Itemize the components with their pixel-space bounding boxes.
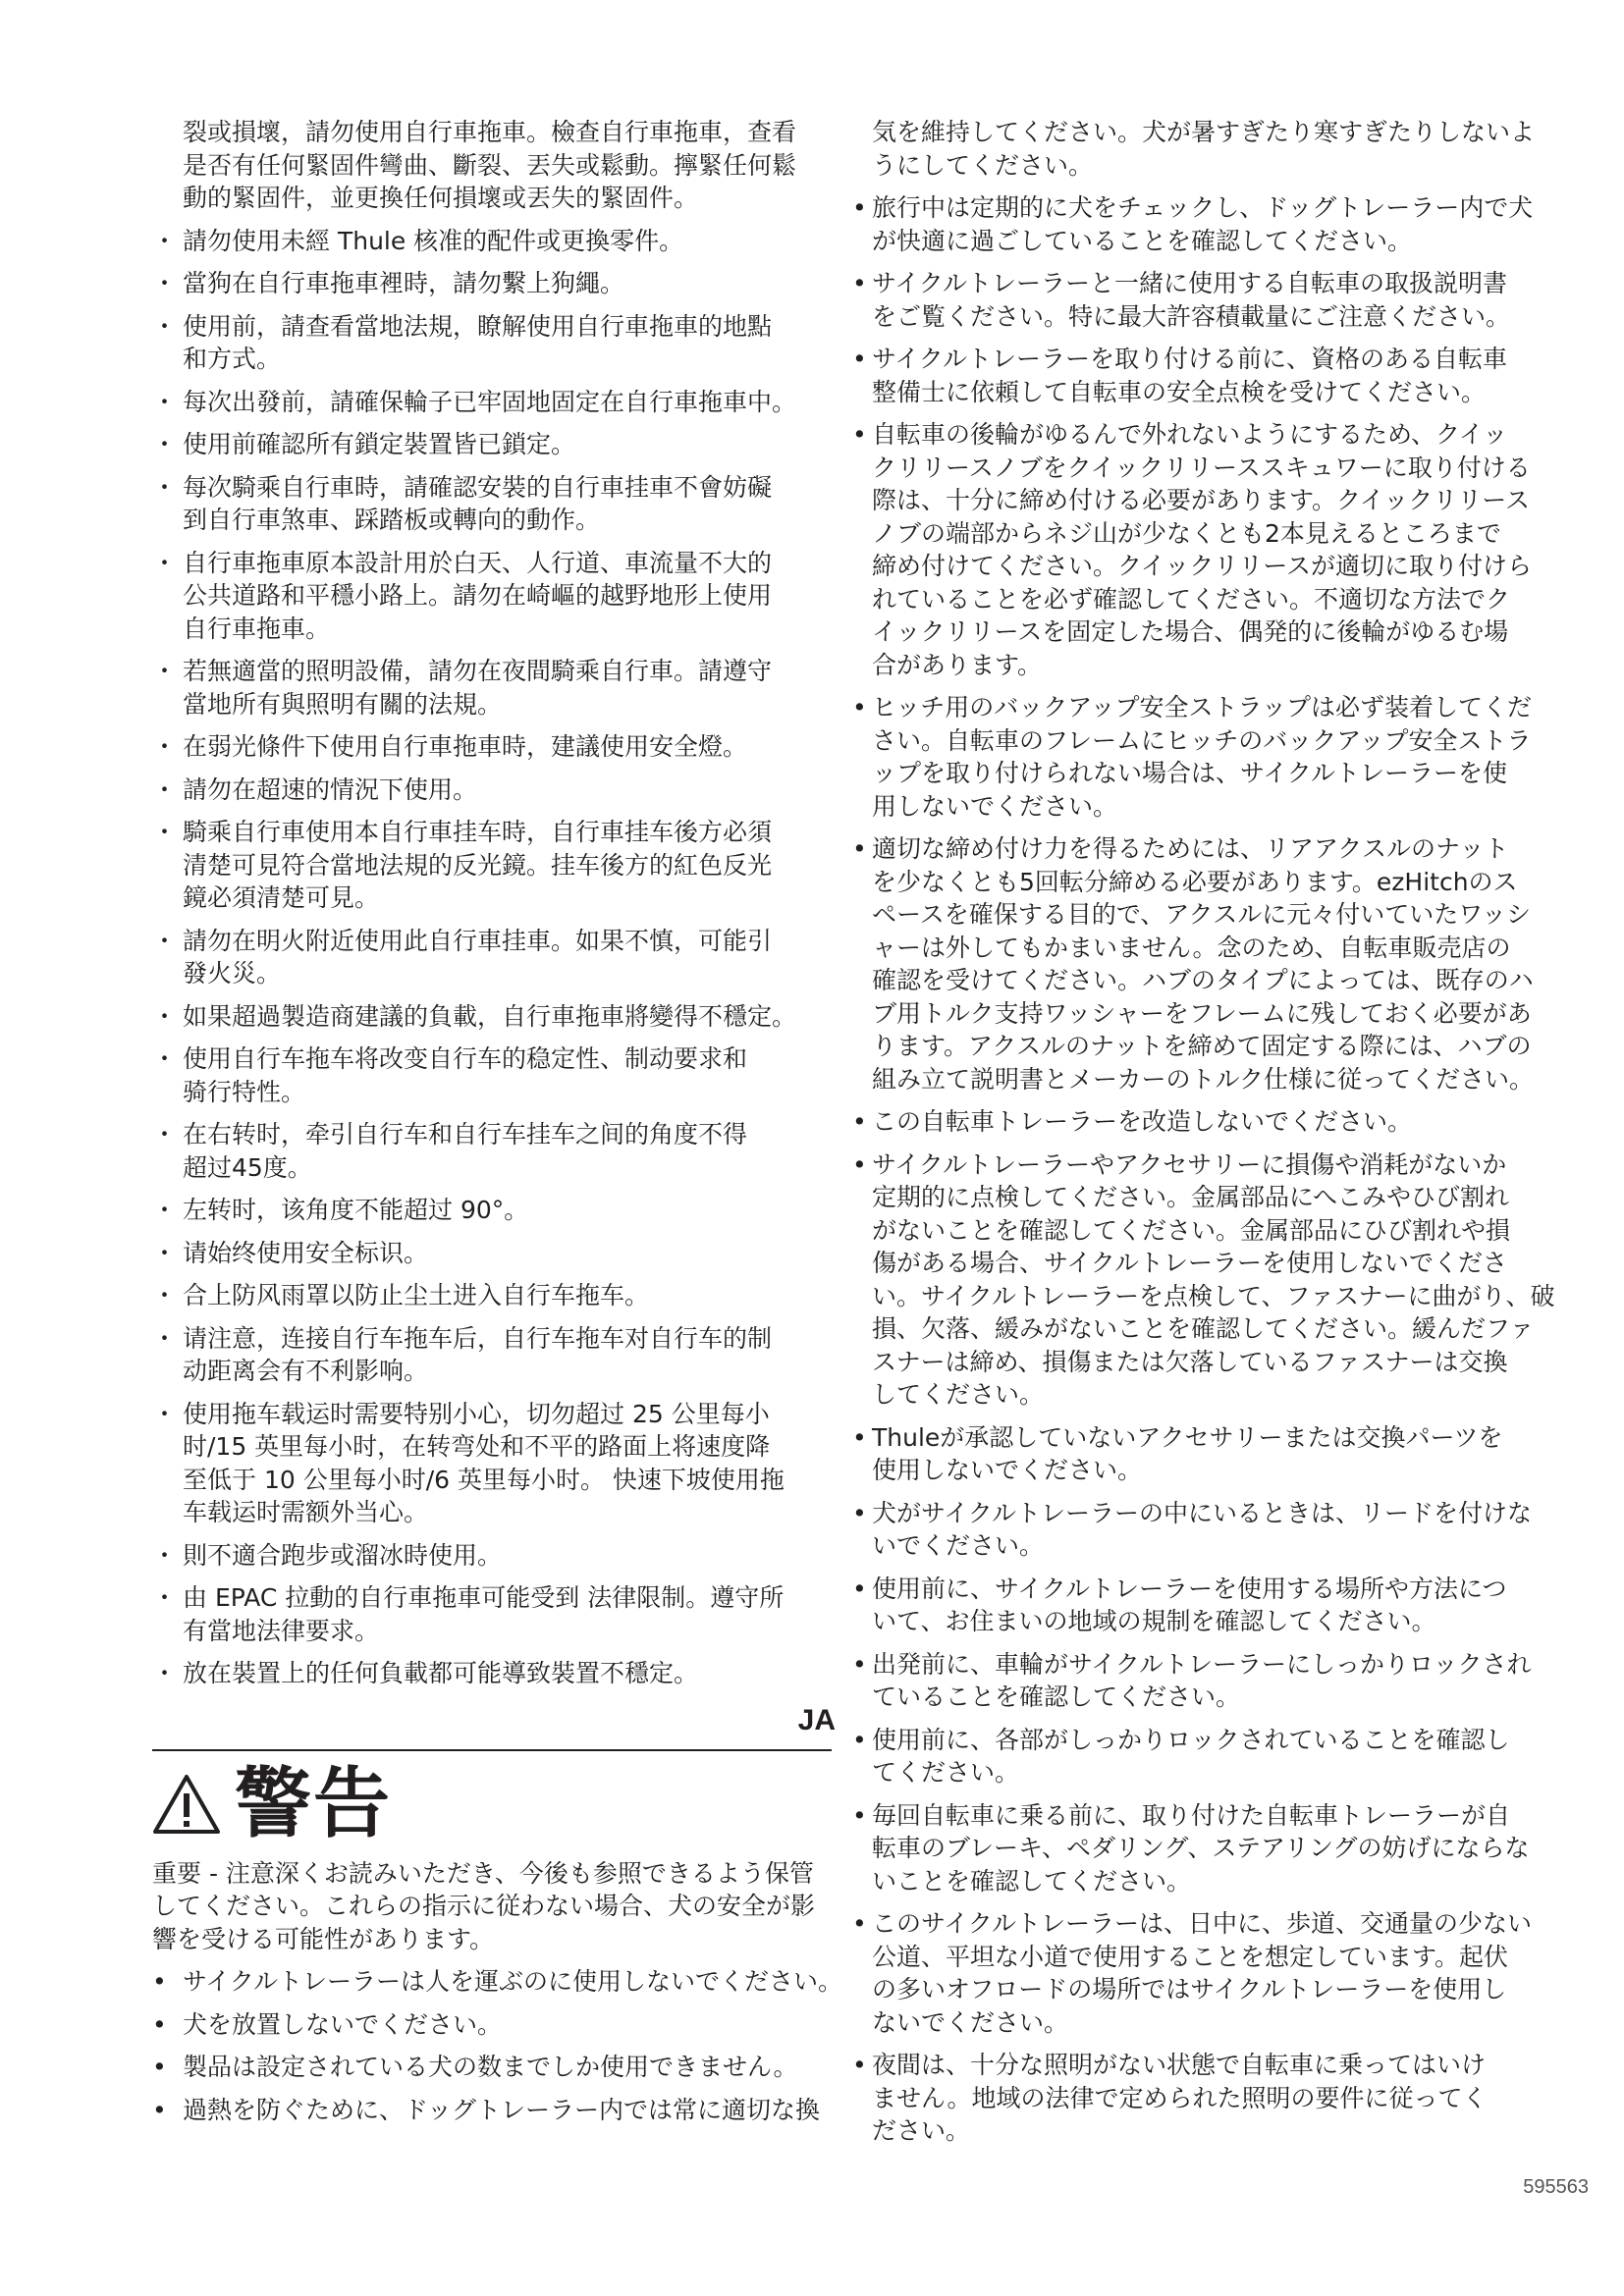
bullet-marker: • — [852, 269, 867, 297]
list-item-text: このサイクルトレーラーは、日中に、歩道、交通量の少ない 公道、平坦な小道で使用することを想定しています。起伏 の多いオフロードの場所ではサイクルトレーラーを使用し ないでください。 — [872, 1909, 1533, 2037]
list-item — [852, 1421, 1608, 1487]
bullet-marker: • — [852, 1574, 867, 1603]
list-item-text: 使用前確認所有鎖定裝置皆已鎖定。 — [183, 430, 576, 458]
list-item-text: 毎回自転車に乗る前に、取り付けた自転車トレーラーが自 転車のブレーキ、ペダリング、ステアリングの妨げにならな いことを確認してください。 — [872, 1800, 1530, 1896]
right-bullet-list — [852, 191, 1608, 2148]
bullet-marker: • — [852, 693, 867, 721]
list-item — [852, 191, 1608, 257]
list-item-text: 左转时，该角度不能超过 90°。 — [183, 1196, 529, 1224]
list-item — [852, 691, 1608, 823]
list-item — [152, 386, 849, 419]
bullet-marker: • — [852, 1649, 867, 1679]
list-item-text: 犬を放置しないでください。 — [183, 2009, 503, 2039]
list-item — [152, 310, 849, 376]
bullet-marker: ・ — [152, 472, 178, 502]
list-item — [152, 471, 849, 537]
bullet-marker: • — [152, 2095, 167, 2124]
list-item — [152, 267, 849, 300]
list-item-text: 使用前に、各部がしっかりロックされていることを確認し てください。 — [872, 1725, 1510, 1787]
section-divider — [152, 1749, 832, 1751]
list-item-text: 騎乘自行車使用本自行車挂车時，自行車挂车後方必須 清楚可見符合當地法規的反光鏡。挂车後方的紅色反光 鏡必須清楚可見。 — [183, 818, 773, 912]
list-item — [152, 2008, 849, 2042]
bullet-marker: ・ — [152, 311, 178, 341]
list-item — [852, 2049, 1608, 2148]
list-item — [152, 2094, 849, 2127]
list-item-text: 合上防风雨罩以防止尘土进入自行车拖车。 — [183, 1281, 650, 1309]
bullet-marker: • — [152, 2053, 167, 2081]
list-item-text: 出発前に、車輪がサイクルトレーラーにしっかりロックされ ていることを確認してください。 — [872, 1649, 1532, 1711]
list-item-text: 自転車の後輪がゆるんで外れないようにするため、クイッ クリリースノブをクイックリリーススキュワーに取り付ける 際は、十分に締め付ける必要があります。クイックリリース ノブの端部からネジ山が少なくとも2本見えるところまで 締め付けてください。クイックリリースが適切に取り付けら れていることを必ず確認してください。不適切な方法でク イックリリースを固定した場合、偶発的に後輪がゆるむ場 合があります。 — [872, 420, 1533, 679]
list-item — [152, 1539, 849, 1573]
list-item-text: サイクルトレーラーやアクセサリーに損傷や消耗がないか 定期的に点検してください。金属部品にへこみやひび割れ がないことを確認してください。金属部品にひび割れや損 傷がある場合、サイクルトレーラーを使用しないでくださ い。サイクルトレーラーを点検して、ファスナーに曲がり、破 損、欠落、緩みがないことを確認してください。緩んだファ スナーは締め、損傷または欠落しているファスナーは交換 してください。 — [872, 1149, 1555, 1409]
list-item — [852, 1105, 1608, 1139]
list-item-text: 请注意，连接自行车拖车后，自行车拖车对自行车的制 动距离会有不利影响。 — [183, 1323, 773, 1385]
list-item — [152, 1398, 849, 1529]
list-item — [152, 1322, 849, 1388]
list-item — [852, 1497, 1608, 1563]
list-item-text: 使用前に、サイクルトレーラーを使用する場所や方法につ いて、お住まいの地域の規制を確認してください。 — [872, 1574, 1507, 1635]
list-item — [152, 1000, 849, 1034]
list-item — [152, 1042, 849, 1108]
list-item — [152, 925, 849, 990]
bullet-marker: ・ — [152, 657, 178, 685]
list-item-text: この自転車トレーラーを改造しないでください。 — [872, 1107, 1413, 1136]
language-code: JA — [797, 1703, 836, 1736]
bullet-marker: • — [152, 2009, 167, 2039]
list-item — [152, 428, 849, 461]
bullet-marker: • — [852, 1725, 867, 1754]
right-column — [852, 116, 1608, 2158]
list-item-text: 在弱光條件下使用自行車拖車時，建議使用安全燈。 — [183, 732, 748, 761]
list-item — [152, 1657, 849, 1690]
list-item — [852, 1724, 1608, 1789]
list-item-text: ヒッチ用のバックアップ安全ストラップは必ず装着してくだ さい。自転車のフレームにヒッチのバックアップ安全ストラ ップを取り付けられない場合は、サイクルトレーラーを使 用しないでください。 — [872, 693, 1533, 821]
bullet-marker: ・ — [152, 1399, 178, 1428]
list-item-text: 请始终使用安全标识。 — [183, 1238, 429, 1267]
list-item-text: 使用自行车拖车将改变自行车的稳定性、制动要求和 骑行特性。 — [183, 1044, 748, 1106]
bullet-marker: • — [852, 1498, 867, 1527]
bullet-marker: • — [852, 1149, 867, 1179]
bullet-marker: ・ — [152, 1583, 178, 1612]
list-item — [152, 655, 849, 721]
list-item-text: 請勿在超速的情況下使用。 — [183, 774, 478, 804]
list-item-text: 旅行中は定期的に犬をチェックし、ドッグトレーラー内で犬 が快適に過ごしていることを確認してください。 — [872, 193, 1534, 255]
bullet-marker: ・ — [152, 1044, 178, 1073]
warning-intro-text: 重要 - 注意深くお読みいただき、今後も参照できるよう保管 してください。これらの指示に従わない場合、犬の安全が影 響を受ける可能性があります。 — [152, 1858, 816, 1953]
list-item — [152, 225, 849, 258]
list-item-text: 過熱を防ぐために、ドッグトレーラー内では常に適切な換 — [183, 2095, 821, 2124]
warning-triangle-icon — [152, 1774, 221, 1835]
bullet-marker: ・ — [152, 1281, 178, 1309]
list-item-text: 夜間は、十分な照明がない状態で自転車に乗ってはいけ ません。地域の法律で定められた照明の要件に従ってく ださい。 — [872, 2051, 1488, 2145]
list-item-text: 請勿使用未經 Thule 核准的配件或更換零件。 — [183, 226, 684, 255]
left-bullet-list — [152, 225, 849, 1690]
list-item-text: 每次騎乘自行車時，請確認安裝的自行車挂車不會妨礙 到自行車煞車、踩踏板或轉向的動作。 — [183, 472, 773, 534]
warning-title: 警告 — [235, 1759, 393, 1848]
list-item — [852, 1907, 1608, 2039]
section-bullet-list — [152, 1965, 849, 2126]
bullet-marker: ・ — [152, 926, 178, 955]
bullet-marker: • — [852, 1909, 867, 1938]
list-item — [152, 2051, 849, 2084]
list-item-text: 在右转时，牵引自行车和自行车挂车之间的角度不得 超过45度。 — [183, 1120, 748, 1182]
list-item-text: 如果超過製造商建議的負載，自行車拖車將變得不穩定。 — [183, 1001, 797, 1031]
bullet-marker: • — [852, 193, 867, 222]
list-item-text: 使用拖车载运时需要特别小心，切勿超过 25 公里每小 时/15 英里每小时，在转弯处和不平的路面上将速度降 至低于 10 公里每小时/6 英里每小时。 快速下坡使用拖 车载运时需额外当心。 — [183, 1399, 785, 1526]
list-item-text: 請勿在明火附近使用此自行車挂車。如果不慎，可能引 發火災。 — [183, 926, 773, 988]
list-item — [152, 1581, 849, 1647]
bullet-marker: • — [852, 1107, 867, 1136]
list-item-text: Thuleが承認していないアクセサリーまたは交換パーツを 使用しないでください。 — [872, 1422, 1503, 1484]
list-item — [852, 1573, 1608, 1638]
bullet-marker: ・ — [152, 1238, 178, 1267]
list-item — [852, 1799, 1608, 1898]
bullet-marker: ・ — [152, 269, 178, 297]
list-item-text: 使用前，請查看當地法規，瞭解使用自行車拖車的地點 和方式。 — [183, 311, 773, 373]
bullet-marker: ・ — [152, 1120, 178, 1148]
section-header — [152, 1700, 849, 1751]
bullet-marker: ・ — [152, 1540, 178, 1570]
list-item — [152, 1194, 849, 1227]
warning-heading — [152, 1759, 849, 1848]
left-continuation-text: 裂或損壞，請勿使用自行車拖車。檢查自行車拖車，查看 是否有任何緊固件彎曲、斷裂、丟失或鬆動。擰緊任何鬆 動的緊固件，並更換任何損壞或丟失的緊固件。 — [183, 118, 797, 212]
bullet-marker: ・ — [152, 548, 178, 577]
list-item-text: サイクルトレーラーと一緒に使用する自転車の取扱説明書 をご覧ください。特に最大許容積載量にご注意ください。 — [872, 269, 1511, 331]
list-item-text: 放在裝置上的任何負載都可能導致裝置不穩定。 — [183, 1659, 699, 1687]
bullet-marker: • — [852, 2051, 867, 2079]
list-item-text: 適切な締め付け力を得るためには、リアアクスルのナット を少なくとも5回転分締める必要があります。ezHitchのス ペースを確保する目的で、アクスルに元々付いていたワッシ ャーは外してもかまいません。念のため、自転車販売店の 確認を受けてください。ハブのタイプによっては、既存のハ ブ用トルク支持ワッシャーをフレームに残しておく必要があ ります。アクスルのナットを締めて固定する際には、ハブの 組み立て説明書とメーカーのトルク仕様に従ってください。 — [872, 834, 1535, 1094]
bullet-marker: • — [852, 420, 867, 449]
list-item-text: 每次出發前，請確保輪子已牢固地固定在自行車拖車中。 — [183, 387, 797, 416]
right-continuation-text: 気を維持してください。犬が暑すぎたり寒すぎたりしないよ うにしてください。 — [872, 118, 1536, 180]
list-item — [852, 343, 1608, 408]
bullet-marker: ・ — [152, 1196, 178, 1224]
bullet-marker: ・ — [152, 226, 178, 255]
bullet-marker: ・ — [152, 387, 178, 416]
bullet-marker: ・ — [152, 1001, 178, 1031]
document-number: 595563 — [1523, 2176, 1589, 2198]
list-item — [152, 1965, 849, 1999]
list-item — [152, 774, 849, 807]
bullet-marker: • — [152, 1967, 167, 1996]
bullet-marker: ・ — [152, 1659, 178, 1687]
bullet-marker: ・ — [152, 818, 178, 846]
list-item — [852, 832, 1608, 1095]
list-item — [152, 1237, 849, 1270]
left-column — [152, 116, 849, 2136]
list-item — [152, 1279, 849, 1312]
list-item-text: 由 EPAC 拉動的自行車拖車可能受到 法律限制。遵守所 有當地法律要求。 — [183, 1583, 785, 1645]
list-item-text: 若無適當的照明設備，請勿在夜間騎乘自行車。請遵守 當地所有與照明有關的法規。 — [183, 657, 773, 719]
list-item — [152, 730, 849, 764]
list-item — [852, 418, 1608, 681]
list-item-text: 製品は設定されている犬の数までしか使用できません。 — [183, 2053, 798, 2081]
bullet-marker: • — [852, 1422, 867, 1452]
list-item — [852, 1648, 1608, 1714]
bullet-marker: ・ — [152, 1323, 178, 1353]
list-item-text: サイクルトレーラーは人を運ぶのに使用しないでください。 — [183, 1967, 843, 1996]
list-item-text: 則不適合跑步或溜冰時使用。 — [183, 1540, 503, 1570]
bullet-marker: ・ — [152, 732, 178, 761]
list-item-text: 犬がサイクルトレーラーの中にいるときは、リードを付けな いでください。 — [872, 1498, 1533, 1560]
list-item — [152, 816, 849, 915]
bullet-marker: • — [852, 834, 867, 863]
bullet-marker: • — [852, 345, 867, 373]
bullet-marker: ・ — [152, 430, 178, 458]
bullet-marker: ・ — [152, 774, 178, 804]
list-item — [852, 1148, 1608, 1412]
list-item-text: 當狗在自行車拖車裡時，請勿繫上狗繩。 — [183, 269, 625, 297]
bullet-marker: • — [852, 1800, 867, 1830]
list-item — [152, 547, 849, 646]
list-item-text: サイクルトレーラーを取り付ける前に、資格のある自転車 整備士に依頼して自転車の安全点検を受けてください。 — [872, 345, 1508, 406]
list-item — [152, 1118, 849, 1184]
list-item-text: 自行車拖車原本設計用於白天、人行道、車流量不大的 公共道路和平穩小路上。請勿在崎嶇的越野地形上使用 自行車拖車。 — [183, 548, 773, 643]
list-item — [852, 267, 1608, 333]
